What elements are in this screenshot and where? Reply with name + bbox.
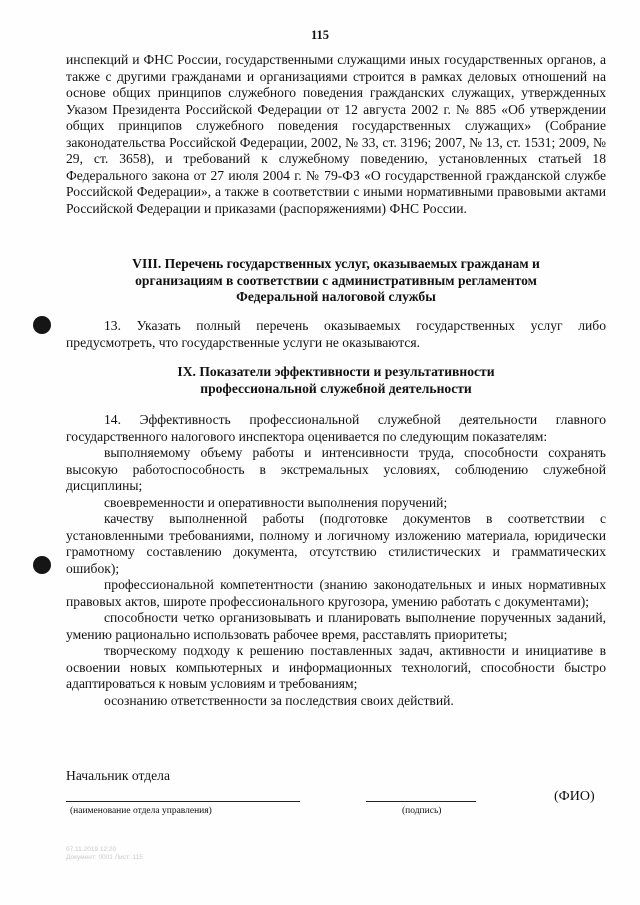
- punch-hole-bottom: [33, 556, 51, 574]
- indicator-item: способности четко организовывать и планировать выполнение порученных заданий, умению рационально использовать рабочее время, расставлять приоритеты;: [66, 610, 606, 642]
- scan-stamp-line: Документ: 0001 Лист: 115: [66, 854, 143, 861]
- indicator-item: творческому подходу к решению поставленных задач, активности и инициативе в освоении новых компьютерных и информационных технологий, способности быстро адаптироваться к новым условиям и требованиям;: [66, 643, 606, 691]
- paragraph-top: инспекций и ФНС России, государственными служащими иных государственных органов, а также с другими гражданами и организациями строится в рамках деловых отношений на основе общих принципов служебного поведения гражданских служащих, утвержденных Указом Президента Российской Федерации от 12 августа 2002 г. № 885 «Об утверждении общих принципов служебного поведения государственных служащих» (Собрание законодательства Российской Федерации, 2002, № 33, ст. 3196; 2007, № 13, ст. 1531; 2009, № 29, ст. 3658), и требований к служебному поведению, установленных статьей 18 Федерального закона от 27 июля 2004 г. № 79-ФЗ «О государственной гражданской службе Российской Федерации», а также в соответствии с иными нормативными правовыми актами Российской Федерации и приказами (распоряжениями) ФНС России.: [66, 52, 606, 216]
- section8-heading: [66, 256, 606, 306]
- sign-signature-line: [366, 801, 476, 802]
- paragraph-top-block: [66, 52, 606, 217]
- scan-stamp-line: 07.11.2019 12:20: [66, 846, 117, 853]
- section8-heading-line: VIII. Перечень государственных услуг, оказываемых гражданам и: [132, 256, 540, 271]
- item13-paragraph: 13. Указать полный перечень оказываемых государственных услуг либо предусмотреть, что государственные услуги не оказываются.: [66, 318, 606, 350]
- item13-block: [66, 318, 606, 351]
- indicator-item: профессиональной компетентности (знанию законодательных и иных нормативных правовых актов, широте профессионального кругозора, умению работать с документами);: [66, 577, 606, 609]
- section9-heading-line: профессиональной служебной деятельности: [200, 380, 472, 396]
- indicator-item: качеству выполненной работы (подготовке документов в соответствии с установленными требованиями, полному и логичному изложению материала, юридически грамотному составлению документа, отсутствию стилистических и грамматических ошибок);: [66, 511, 606, 576]
- dept-signature-line: [66, 801, 300, 802]
- section9-body: [66, 412, 606, 709]
- section8-heading-line: Федеральной налоговой службы: [236, 289, 436, 304]
- scan-stamp: [66, 846, 143, 862]
- fio-label: (ФИО): [554, 789, 595, 804]
- signature-title: Начальник отдела: [66, 768, 170, 783]
- indicator-item: выполняемому объему работы и интенсивности труда, способности сохранять высокую работоспособность в экстремальных условиях, соблюдению служебной дисциплины;: [66, 445, 606, 493]
- dept-caption: (наименование отдела управления): [70, 806, 212, 816]
- item14-paragraph: 14. Эффективность профессиональной служебной деятельности главного государственного налогового инспектора оценивается по следующим показателям:: [66, 412, 606, 444]
- sign-caption: (подпись): [402, 806, 442, 816]
- punch-hole-top: [33, 316, 51, 334]
- section9-heading: [66, 364, 606, 397]
- indicator-item: осознанию ответственности за последствия своих действий.: [104, 692, 454, 708]
- page-number: 115: [310, 28, 330, 42]
- section9-heading-line: IX. Показатели эффективности и результативности: [177, 364, 495, 379]
- section8-heading-line: организациям в соответствии с административным регламентом: [135, 272, 537, 288]
- indicator-item: своевременности и оперативности выполнения поручений;: [104, 494, 448, 510]
